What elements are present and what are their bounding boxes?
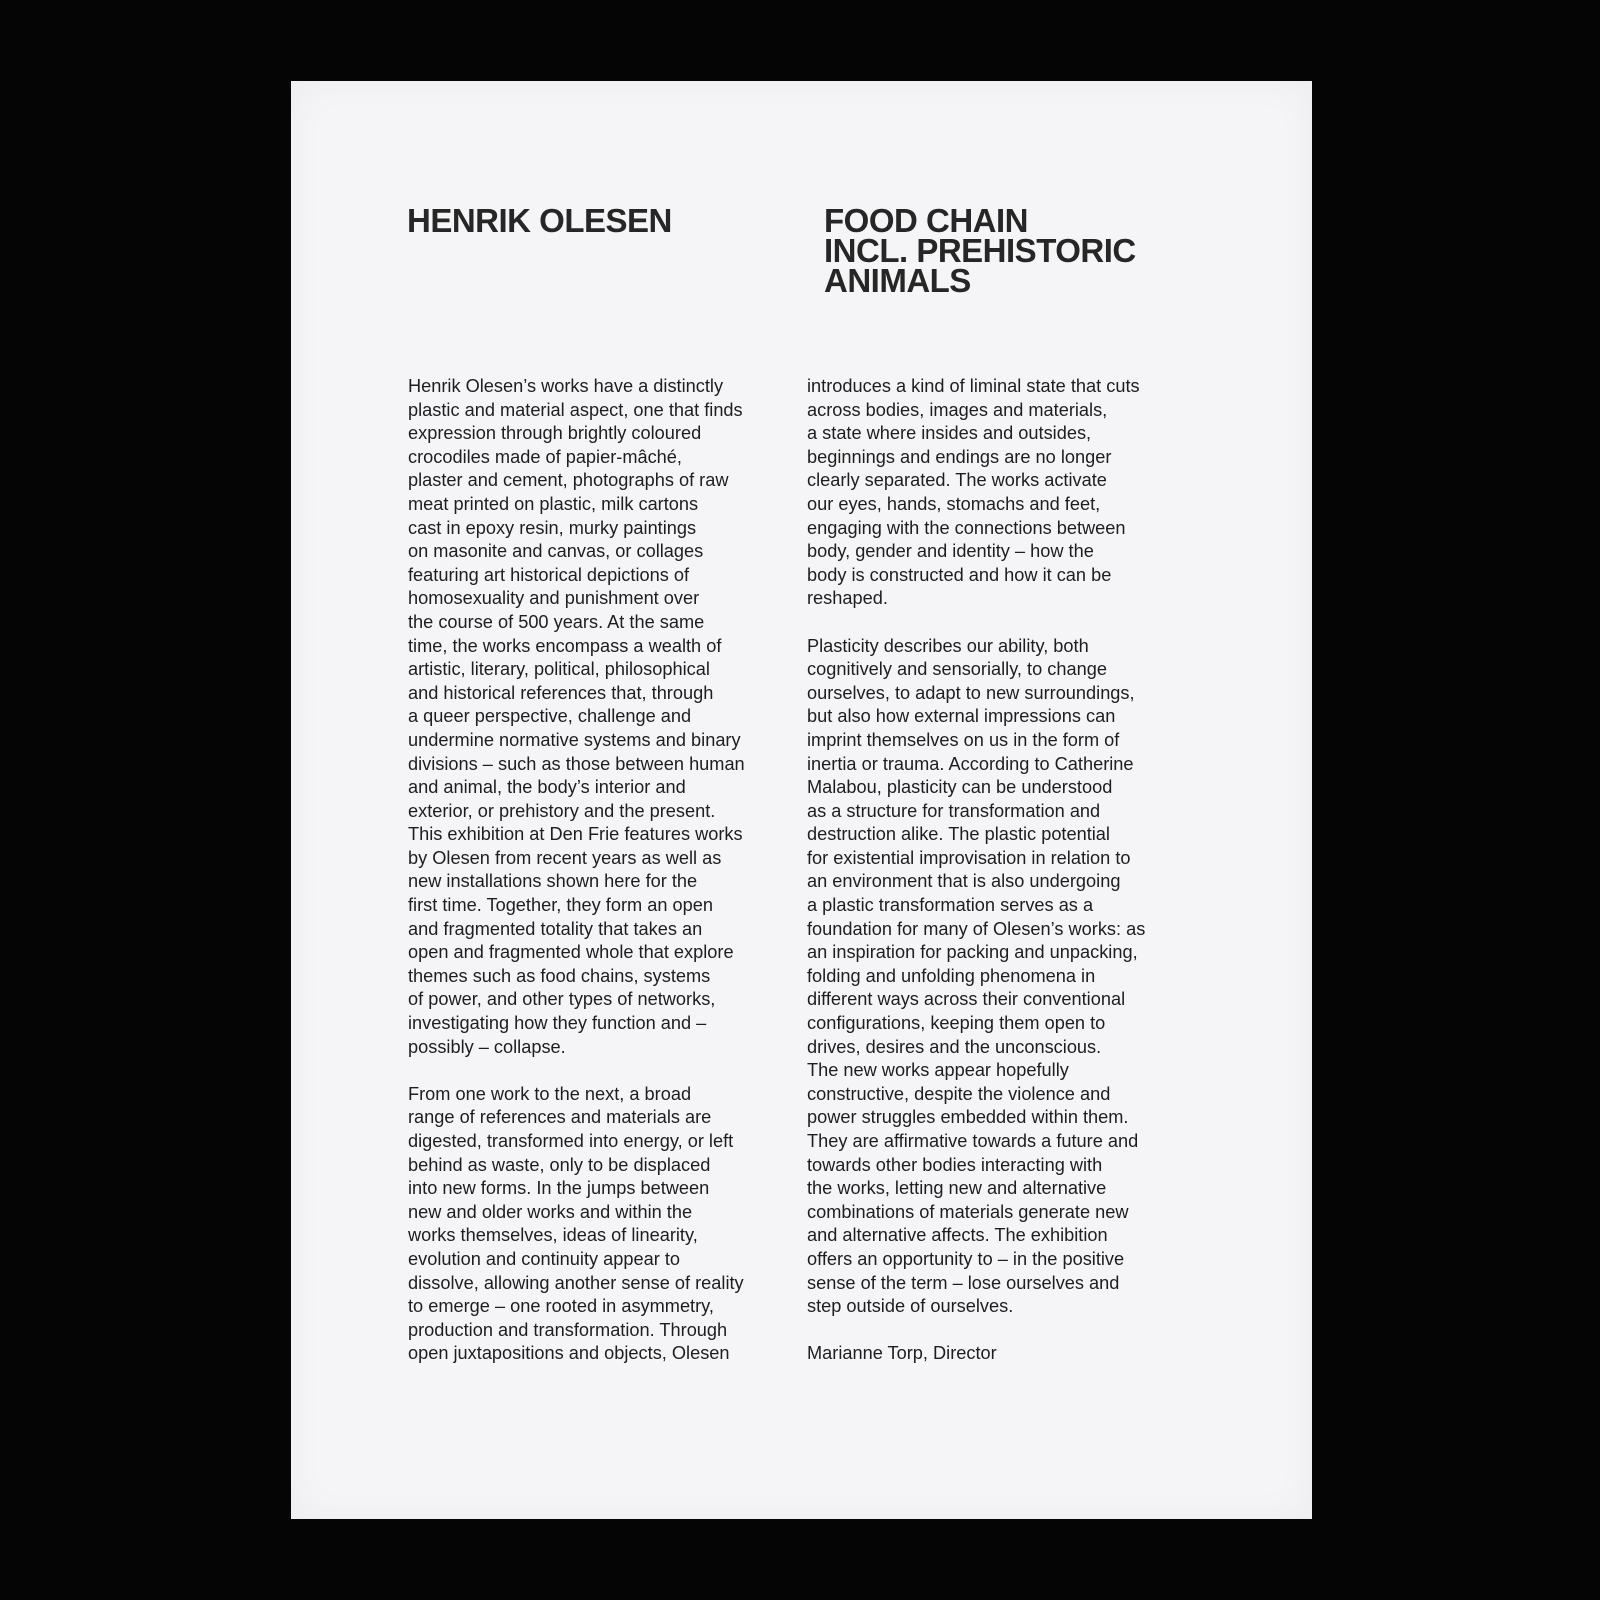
text-line: our eyes, hands, stomachs and feet,	[807, 493, 1101, 514]
text-line: the course of 500 years. At the same	[408, 611, 705, 632]
text-line: body, gender and identity – how the	[807, 541, 1094, 562]
text-line: range of references and materials are	[408, 1107, 712, 1128]
text-line: plastic and material aspect, one that finds	[408, 399, 743, 420]
text-line: cognitively and sensorially, to change	[807, 659, 1107, 680]
author-signature: Marianne Torp, Director	[807, 1343, 997, 1364]
text-line: a state where insides and outsides,	[807, 423, 1092, 444]
text-line: on masonite and canvas, or collages	[408, 541, 704, 562]
text-line: themes such as food chains, systems	[408, 965, 711, 986]
text-line: imprint themselves on us in the form of	[807, 729, 1120, 750]
text-line: digested, transformed into energy, or left	[408, 1131, 734, 1151]
text-line: and historical references that, through	[408, 682, 714, 703]
text-line: to emerge – one rooted in asymmetry,	[408, 1296, 714, 1317]
text-line: artistic, literary, political, philosophical	[408, 659, 710, 680]
text-line: plaster and cement, photographs of raw	[408, 470, 729, 491]
text-line: beginnings and endings are no longer	[807, 446, 1112, 467]
text-line: time, the works encompass a wealth of	[408, 635, 722, 656]
text-line: inertia or trauma. According to Catherine	[807, 753, 1134, 774]
text-line: of power, and other types of networks,	[408, 989, 716, 1010]
text-line: evolution and continuity appear to	[408, 1248, 680, 1269]
text-line: first time. Together, they form an open	[408, 895, 713, 916]
text-line: engaging with the connections between	[807, 517, 1126, 538]
text-line: featuring art historical depictions of	[408, 564, 690, 585]
text-line: open juxtapositions and objects, Olesen	[408, 1343, 730, 1364]
text-line: offers an opportunity to – in the positive	[807, 1248, 1125, 1269]
text-line: different ways across their conventional	[807, 989, 1126, 1010]
text-line: behind as waste, only to be displaced	[408, 1154, 711, 1175]
text-line: Henrik Olesen’s works have a distinctly	[408, 376, 724, 396]
text-line: dissolve, allowing another sense of reality	[408, 1272, 744, 1293]
text-line: and animal, the body’s interior and	[408, 777, 686, 798]
text-line: homosexuality and punishment over	[408, 588, 700, 609]
paragraph	[807, 635, 1192, 1319]
paragraph	[408, 1083, 793, 1366]
text-line: the works, letting new and alternative	[807, 1178, 1107, 1199]
paragraph-gap	[408, 1059, 793, 1083]
text-line: works themselves, ideas of linearity,	[408, 1225, 698, 1246]
text-line: divisions – such as those between human	[408, 753, 745, 774]
text-line: a queer perspective, challenge and	[408, 706, 692, 727]
paragraph	[408, 375, 793, 1059]
text-line: They are affirmative towards a future and	[807, 1131, 1139, 1151]
text-line: an inspiration for packing and unpacking,	[807, 942, 1138, 963]
exhibition-title-heading	[824, 202, 1136, 299]
artist-name-heading: HENRIK OLESEN	[407, 202, 672, 239]
right-text-column	[807, 375, 1192, 1366]
text-line: a plastic transformation serves as a	[807, 895, 1094, 916]
text-line: sense of the term – lose ourselves and	[807, 1272, 1120, 1293]
text-line: for existential improvisation in relation to	[807, 847, 1131, 868]
text-line: across bodies, images and materials,	[807, 399, 1108, 420]
text-line: towards other bodies interacting with	[807, 1154, 1103, 1175]
paragraph-gap	[807, 611, 1192, 635]
text-line: possibly – collapse.	[408, 1036, 566, 1057]
document-page	[291, 81, 1312, 1519]
text-line: step outside of ourselves.	[807, 1296, 1014, 1317]
text-line: undermine normative systems and binary	[408, 729, 741, 750]
text-line: From one work to the next, a broad	[408, 1083, 692, 1104]
text-line: Plasticity describes our ability, both	[807, 635, 1089, 656]
exhibition-title-line: INCL. PREHISTORIC	[824, 232, 1136, 269]
text-line: expression through brightly coloured	[408, 423, 702, 444]
left-text-column	[408, 375, 793, 1366]
text-line: Malabou, plasticity can be understood	[807, 777, 1113, 798]
text-line: new and older works and within the	[408, 1201, 693, 1222]
text-line: open and fragmented whole that explore	[408, 942, 734, 963]
text-line: drives, desires and the unconscious.	[807, 1036, 1102, 1057]
text-line: into new forms. In the jumps between	[408, 1178, 710, 1199]
text-line: destruction alike. The plastic potential	[807, 824, 1110, 845]
paragraph	[807, 375, 1192, 611]
text-line: as a structure for transformation and	[807, 800, 1101, 821]
exhibition-title-line: ANIMALS	[824, 262, 971, 299]
text-line: but also how external impressions can	[807, 706, 1116, 727]
text-line: exterior, or prehistory and the present.	[408, 800, 716, 821]
text-line: and fragmented totality that takes an	[408, 918, 703, 939]
text-line: investigating how they function and –	[408, 1013, 707, 1034]
text-line: The new works appear hopefully	[807, 1060, 1069, 1081]
text-line: reshaped.	[807, 588, 888, 609]
text-line: cast in epoxy resin, murky paintings	[408, 517, 697, 538]
paragraph-gap	[807, 1319, 1192, 1343]
text-line: meat printed on plastic, milk cartons	[408, 493, 699, 514]
text-line: folding and unfolding phenomena in	[807, 965, 1096, 986]
text-line: ourselves, to adapt to new surroundings,	[807, 682, 1135, 703]
text-line: by Olesen from recent years as well as	[408, 847, 722, 868]
text-line: configurations, keeping them open to	[807, 1013, 1106, 1034]
text-line: foundation for many of Olesen’s works: as	[807, 918, 1146, 939]
text-line: production and transformation. Through	[408, 1319, 728, 1340]
text-line: crocodiles made of papier-mâché,	[408, 446, 682, 467]
text-line: constructive, despite the violence and	[807, 1083, 1111, 1104]
text-line: clearly separated. The works activate	[807, 470, 1107, 491]
text-line: body is constructed and how it can be	[807, 564, 1112, 585]
exhibition-title-line: FOOD CHAIN	[824, 202, 1028, 239]
text-line: combinations of materials generate new	[807, 1201, 1129, 1222]
text-line: new installations shown here for the	[408, 871, 698, 892]
text-line: power struggles embedded within them.	[807, 1107, 1129, 1128]
text-line: an environment that is also undergoing	[807, 871, 1121, 892]
text-line: and alternative affects. The exhibition	[807, 1225, 1108, 1246]
text-line: introduces a kind of liminal state that cuts	[807, 376, 1140, 396]
text-line: This exhibition at Den Frie features works	[408, 824, 743, 845]
